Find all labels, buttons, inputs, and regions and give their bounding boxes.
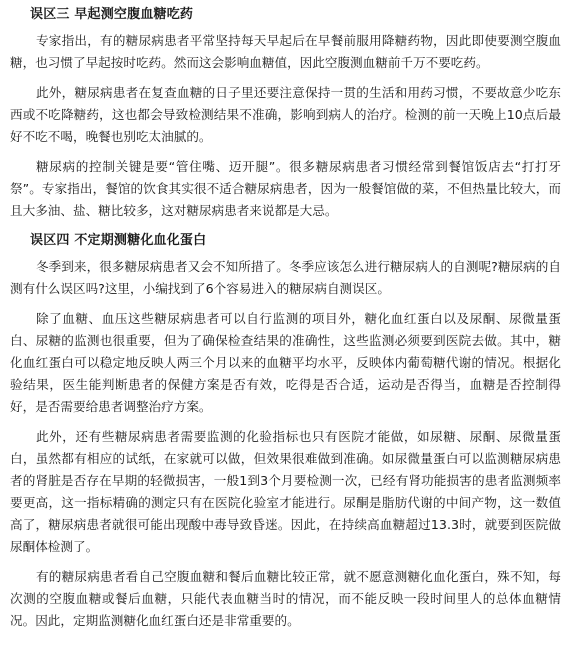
paragraph: 此外，还有些糖尿病患者需要监测的化验指标也只有医院才能做，如尿糖、尿酮、尿微量蛋白，虽然都有相应的试纸，在家就可以做，但效果很难做到准确。如尿微量蛋白可以监测糖尿病患者的肾脏是否存在早期的轻微损害，一般1到3个月要检测一次，已经有肾功能损害的患者监测频率要更高，这一指标精确的测定只有在医院化验室才能进行。尿酮是脂肪代谢的中间产物，这一数值高了，糖尿病患者就很可能出现酸中毒导致昏迷。因此，在持续高血糖超过13.3时，就要到医院做尿酮体检测了。 <box>10 429 561 554</box>
paragraph: 除了血糖、血压这些糖尿病患者可以自行监测的项目外，糖化血红蛋白以及尿酮、尿微量蛋白、尿糖的监测也很重要，但为了确保检查结果的准确性，这些监测必须要到医院去做。其中，糖化血红蛋白可以稳定地反映人两三个月以来的血糖平均水平，反映体内葡萄糖代谢的情况。根据化验结果，医生能判断患者的保健方案是否有效，吃得是否合适，运动是否得当，血糖是否控制得好，是否需要给患者调整治疗方案。 <box>10 311 561 414</box>
section-myth-four <box>10 230 561 632</box>
paragraph: 专家指出，有的糖尿病患者平常坚持每天早起后在早餐前服用降糖药物，因此即使要测空腹血糖，也习惯了早起按时吃药。然而这会影响血糖值，因此空腹测血糖前千万不要吃药。 <box>10 33 561 70</box>
paragraph: 糖尿病的控制关键是要“管住嘴、迈开腿”。很多糖尿病患者习惯经常到餐馆饭店去“打打牙祭”。专家指出，餐馆的饮食其实很不适合糖尿病患者，因为一般餐馆做的菜，不但热量比较大，而且大多油、盐、糖比较多，这对糖尿病患者来说都是大忌。 <box>10 159 561 218</box>
paragraph: 有的糖尿病患者看自己空腹血糖和餐后血糖比较正常，就不愿意测糖化血化蛋白，殊不知，每次测的空腹血糖或餐后血糖，只能代表血糖当时的情况，而不能反映一段时间里人的总体血糖情况。因此，定期监测糖化血红蛋白还是非常重要的。 <box>10 569 561 628</box>
section-myth-three <box>10 4 561 222</box>
section-heading: 误区三 早起测空腹血糖吃药 <box>30 7 194 22</box>
section-heading: 误区四 不定期测糖化血化蛋白 <box>30 233 207 248</box>
paragraph: 此外，糖尿病患者在复查血糖的日子里还要注意保持一贯的生活和用药习惯，不要故意少吃东西或不吃降糖药，这也都会导致检测结果不准确，影响到病人的治疗。检测的前一天晚上10点后最好不吃不喝，晚餐也别吃太油腻的。 <box>10 85 561 144</box>
paragraph: 冬季到来，很多糖尿病患者又会不知所措了。冬季应该怎么进行糖尿病人的自测呢?糖尿病的自测有什么误区吗?这里，小编找到了6个容易进入的糖尿病自测误区。 <box>10 259 561 296</box>
